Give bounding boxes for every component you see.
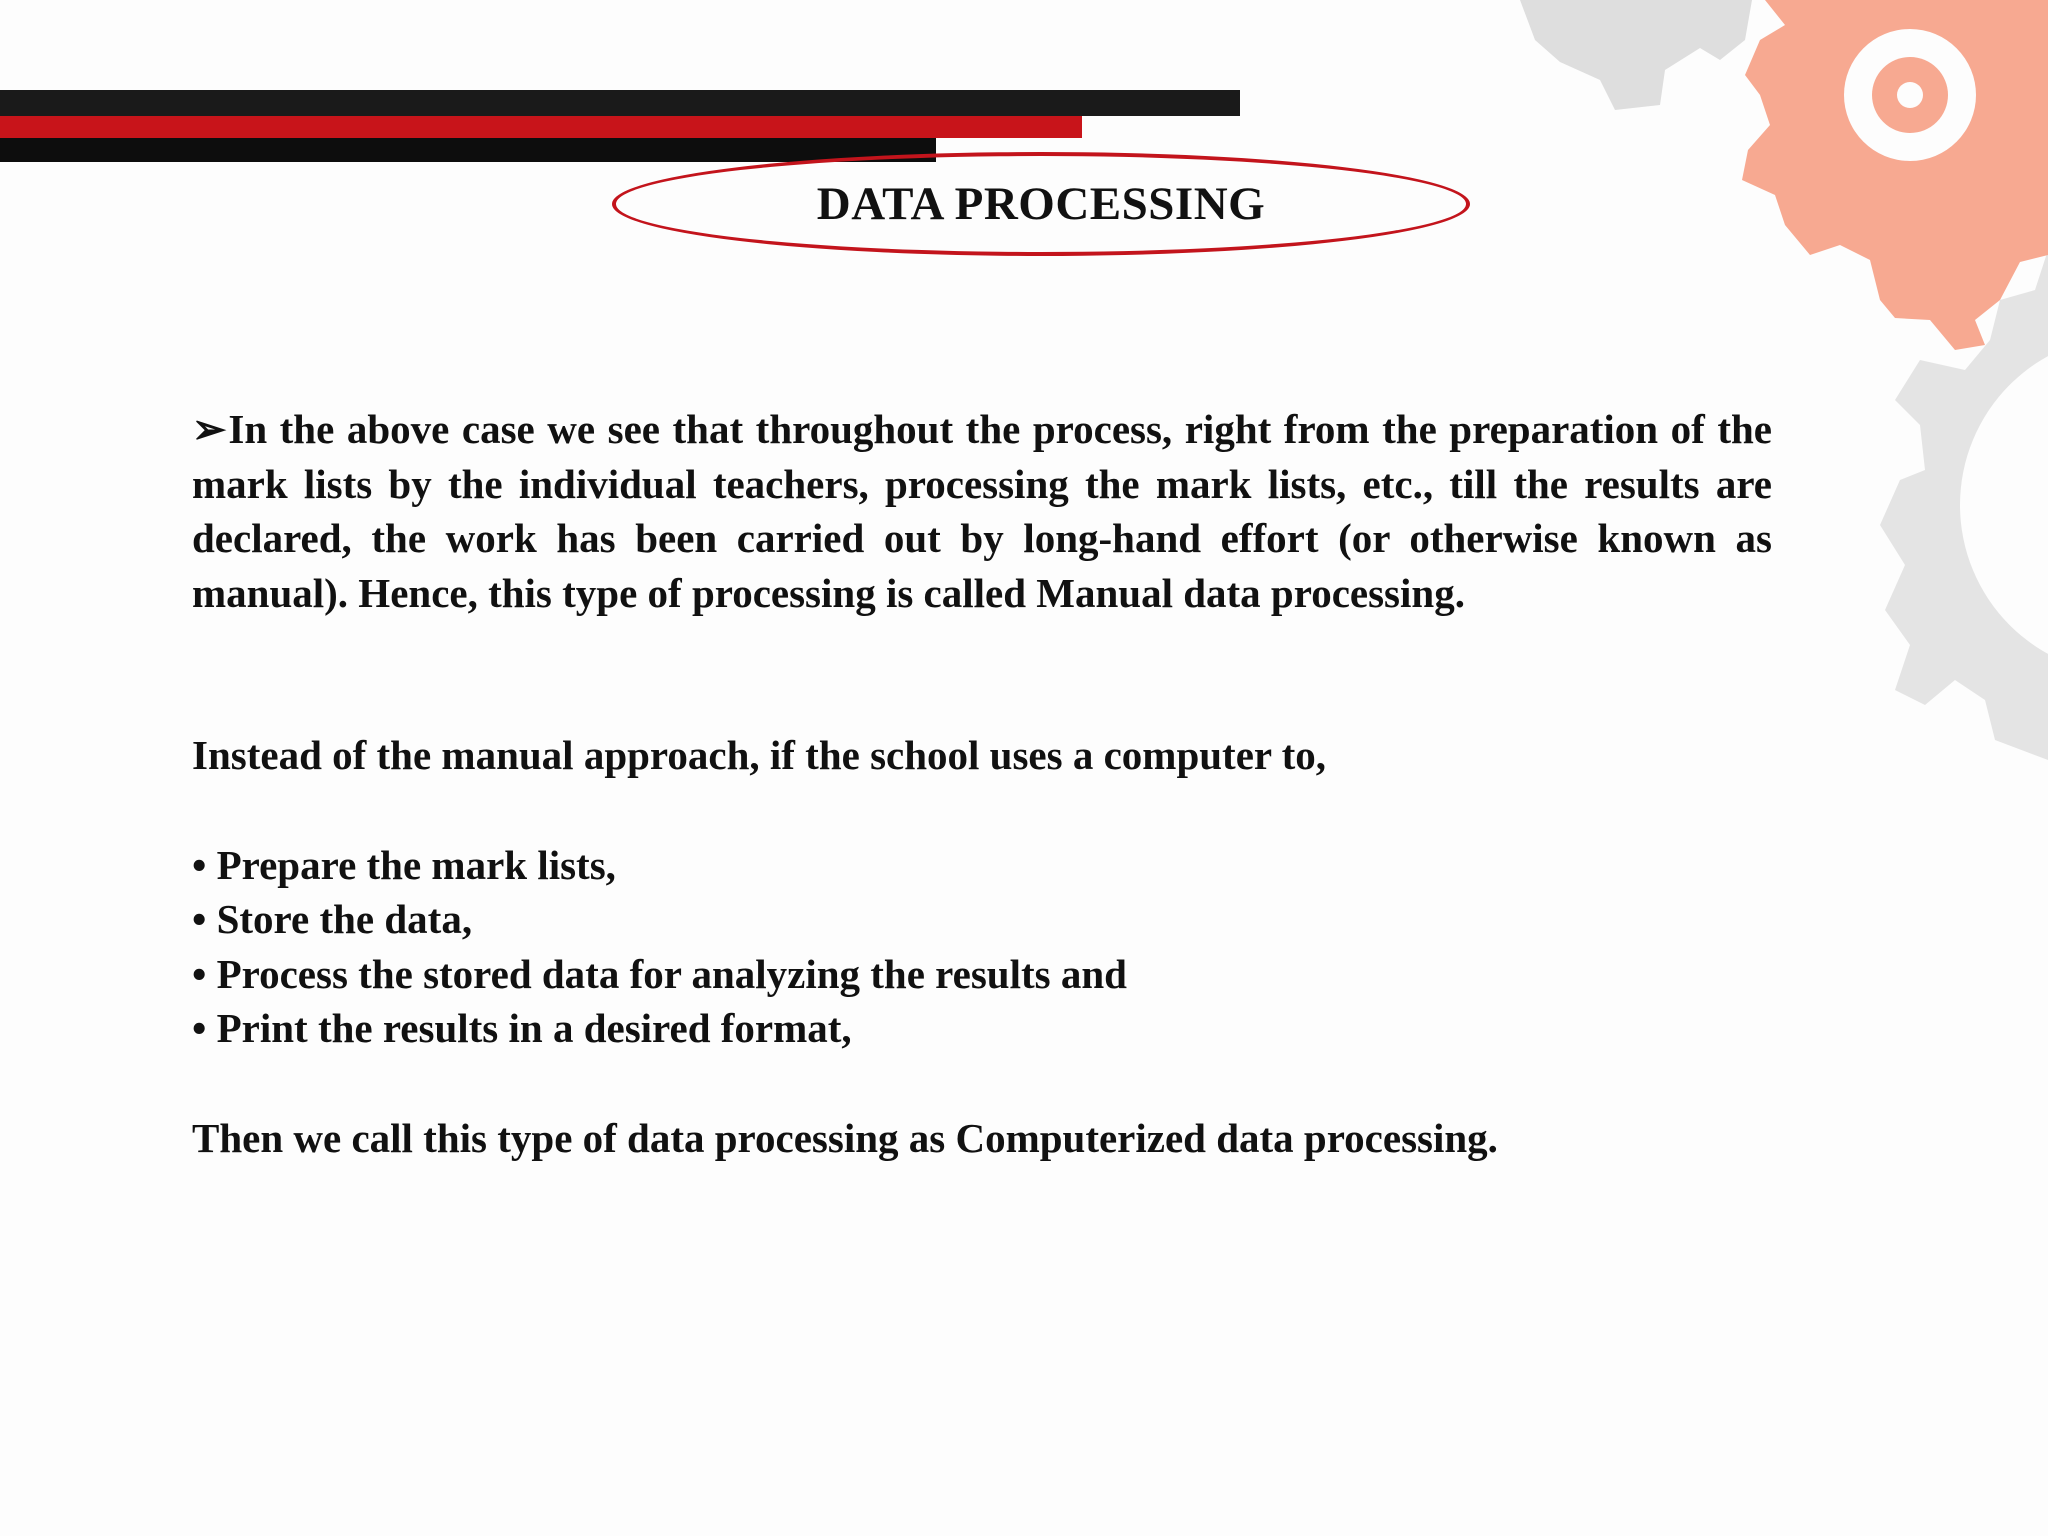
conclusion-text: Then we call this type of data processing as Computerized data processing. bbox=[192, 1114, 1498, 1161]
arrow-bullet-icon: ➢ bbox=[192, 406, 227, 452]
list-item: • Process the stored data for analyzing the results and bbox=[192, 950, 1127, 997]
list-item: • Print the results in a desired format, bbox=[192, 1005, 852, 1051]
header-bar-red bbox=[0, 116, 1082, 138]
main-paragraph bbox=[192, 402, 1772, 620]
header-bar-black bbox=[0, 90, 1240, 116]
gear-icon-orange bbox=[1742, 0, 2048, 350]
title-oval bbox=[612, 152, 1470, 256]
list-item: • Prepare the mark lists, bbox=[192, 841, 616, 888]
bullet-list bbox=[192, 838, 1772, 1056]
slide-body bbox=[192, 402, 1772, 1165]
list-item: • Store the data, bbox=[192, 896, 473, 942]
gear-icon-gray-top bbox=[1520, 0, 1752, 110]
header-bar-black-bottom bbox=[0, 138, 936, 162]
main-paragraph-text: In the above case we see that throughout the process, right from the preparation of the mark lists by the individual teachers, processing the mark lists, etc., till the results are declared, the work has been carried out by long-hand effort (or otherwise known as manual). Hence, this type of processing is called Manual data processing. bbox=[192, 406, 1772, 616]
intro-text: Instead of the manual approach, if the school uses a computer to, bbox=[192, 732, 1327, 778]
slide-title: DATA PROCESSING bbox=[816, 178, 1266, 230]
